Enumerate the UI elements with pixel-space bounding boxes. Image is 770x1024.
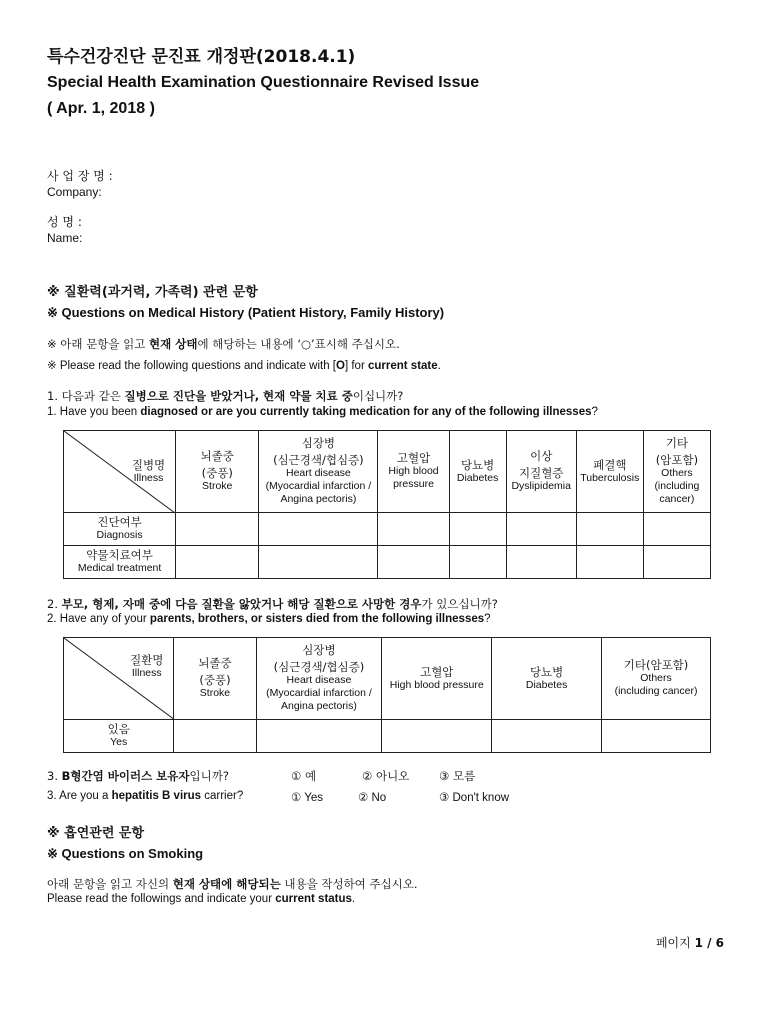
col-en3: Angina pectoris) [281,700,357,712]
q2-corner-ko: 질환명 [130,653,164,667]
col-ko2: (심근경색/협심증) [273,660,365,674]
q2-text-en [47,613,491,625]
col-en2: (Myocardial infarction / [266,687,372,699]
instr-bold: current status [275,893,352,905]
q1-row-treatment [64,546,711,579]
q2-table [63,637,711,753]
title-date: ( Apr. 1, 2018 ) [47,100,155,117]
q1-col-dyslipidemia [506,431,576,513]
row-label [64,513,176,546]
q2-col-heart [256,638,382,720]
q3-line-ko [47,768,727,784]
document-header [47,46,727,120]
col-ko2: (심근경색/협심증) [273,453,364,467]
col-en: Stroke [202,480,233,492]
q2-header-row [64,638,711,720]
q-text: 입니까? [189,769,229,783]
col-en: Tuberculosis [580,471,640,484]
company-label-ko: 사 업 장 명 : [47,169,113,183]
col-ko: 심장병 [301,436,336,450]
q-text: carrier? [201,790,244,802]
answer-cell[interactable] [602,720,711,753]
col-en: Stroke [199,687,231,699]
row-label-en: Yes [110,736,128,748]
q1-text-ko [47,388,403,404]
q-bold: diagnosed or are you currently taking medication for any of the following illnesses [140,406,592,418]
col-ko: 당뇨병 [529,664,564,679]
q1-header-row [64,431,711,513]
instr-text: ] for [344,360,368,372]
instr-text: ※ 아래 문항을 읽고 [47,337,150,351]
section2-instruction-en [47,893,355,905]
q1-col-diabetes [449,431,506,513]
q-text: 가 있으십니까? [421,597,498,611]
row-label-en: Diagnosis [96,529,143,541]
title-english: Special Health Examination Questionnaire Revised Issue [47,74,480,91]
col-en: Diabetes [525,678,568,691]
q3-question-en [47,790,243,802]
q3-option-yes-en[interactable]: ① Yes [291,792,324,804]
col-en: High blood pressure [389,678,484,691]
answer-cell[interactable] [176,546,259,579]
row-label-ko: 진단여부 [97,515,142,529]
col-ko2: (중풍) [201,466,233,480]
col-ko2: (암포함) [655,453,699,467]
q1-corner-cell [64,431,176,513]
q2-text-ko [47,596,498,612]
q1-row-diagnosis [64,513,711,546]
q-text: 2. Have any of your [47,613,150,625]
answer-cell[interactable] [382,720,492,753]
q1-table [63,430,711,579]
q-bold: 부모, 형제, 자매 중에 다음 질환을 앓았거나 해당 질환으로 사망한 경우 [61,597,422,611]
q3-option-no-ko[interactable]: ② 아니오 [362,769,410,783]
q2-row-yes [64,720,711,753]
row-label [64,720,174,753]
name-label-en: Name: [47,231,83,245]
q1-corner-ko: 질병명 [131,458,166,472]
instr-text: Please read the followings and indicate your [47,893,276,905]
answer-cell[interactable] [643,513,710,546]
page-number [656,934,724,951]
q2-col-diabetes [492,638,602,720]
name-label-ko: 성 명 : [47,215,82,229]
q-bold: 질병으로 진단을 받았거나, 현재 약물 치료 중 [124,389,353,403]
col-en3: cancer) [659,493,695,505]
instr-text: . [437,360,441,372]
col-en: Heart disease [286,674,352,686]
title-korean: 특수건강진단 문진표 개정판(2018.4.1) [47,47,356,67]
row-label-en: Medical treatment [77,562,162,574]
q-text: 1. Have you been [47,406,141,418]
answer-cell[interactable] [449,513,506,546]
q3-question-ko [47,768,229,784]
col-ko: 당뇨병 [460,457,495,472]
col-en: Dyslipidemia [511,480,571,492]
q1-col-others [643,431,710,513]
col-ko2: (중풍) [199,673,231,687]
section2-heading-ko: ※ 흡연관련 문항 [47,826,145,841]
q3-option-yes-ko[interactable]: ① 예 [291,769,317,783]
col-ko: 고혈압 [420,664,454,679]
col-en2: pressure [393,478,434,490]
answer-cell[interactable] [643,546,710,579]
q1-text-en [47,406,598,418]
answer-cell[interactable] [576,513,643,546]
col-en: Others [661,467,693,479]
name-field [47,214,82,246]
answer-cell[interactable] [378,513,449,546]
answer-cell[interactable] [576,546,643,579]
row-label [64,546,176,579]
answer-cell[interactable] [449,546,506,579]
col-ko: 이상 [530,449,553,463]
col-en2: (including cancer) [614,685,698,697]
q2-corner-cell [64,638,174,720]
answer-cell[interactable] [174,720,256,753]
q3-option-no-en[interactable]: ② No [358,792,387,804]
instr-text: 에 해당하는 내용에 ‘○’표시해 주십시오. [197,337,400,351]
instr-bold: 현재 상태에 해당되는 [172,877,281,891]
instr-bold: O [336,360,345,372]
col-en2: (Myocardial infarction / [265,480,372,492]
instr-text: 내용을 작성하여 주십시오. [280,877,418,891]
q-text: 3. Are you a [47,790,112,802]
q2-col-hypertension [382,638,492,720]
section1-instruction-en [47,358,441,372]
q2-col-others [602,638,711,720]
col-ko: 기타(암포함) [623,658,689,672]
instr-bold: current state [367,360,438,372]
company-label-en: Company: [47,185,102,199]
section2-heading-en: ※ Questions on Smoking [47,846,204,861]
q-bold: parents, brothers, or sisters died from the following illnesses [149,613,485,625]
col-en: Heart disease [285,467,351,479]
q2-col-stroke [174,638,256,720]
col-en: Others [640,672,672,684]
row-label-ko: 있음 [107,722,130,736]
q-bold: B형간염 바이러스 보유자 [61,769,190,783]
answer-cell[interactable] [506,513,576,546]
q3-option-unknown-en[interactable]: ③ Don't know [439,792,510,804]
answer-cell[interactable] [259,513,378,546]
q2-corner-en: Illness [131,667,162,679]
q-text: 3. [47,769,62,783]
answer-cell[interactable] [259,546,378,579]
q-text: 이십니까? [352,389,404,403]
q-text: ? [484,613,491,625]
q1-col-stroke [176,431,259,513]
section1-instruction-ko [47,336,400,352]
page-num: 1 / 6 [694,936,724,950]
instr-bold: 현재 상태 [149,337,198,351]
q1-corner-en: Illness [133,472,164,484]
answer-cell[interactable] [176,513,259,546]
row-label-ko: 약물치료여부 [86,548,153,562]
q-text: 1. 다음과 같은 [47,389,125,403]
answer-cell[interactable] [378,546,449,579]
col-ko: 고혈압 [396,451,431,465]
q-text: 2. [47,597,62,611]
q1-col-hypertension [378,431,449,513]
section1-heading-en: ※ Questions on Medical History (Patient History, Family History) [47,305,445,320]
q-bold: hepatitis B virus [111,790,202,802]
col-ko: 뇌졸중 [198,656,232,670]
col-en3: Angina pectoris) [280,493,357,505]
answer-cell[interactable] [256,720,382,753]
page-label: 페이지 [655,936,695,950]
q1-col-heart [259,431,378,513]
instr-text: ※ Please read the following questions and indicate with [ [47,360,337,372]
instr-text: 아래 문항을 읽고 자신의 [47,877,173,891]
col-ko: 심장병 [302,643,336,657]
col-ko2: 지질혈증 [518,466,564,480]
q1-col-tuberculosis [576,431,643,513]
q3-option-unknown-ko[interactable]: ③ 모름 [439,769,476,783]
section1-heading-ko: ※ 질환력(과거력, 가족력) 관련 문항 [47,285,258,300]
col-en2: (including [654,480,700,492]
q3-line-en [47,790,727,806]
instr-text: . [351,893,356,905]
section2-instruction-ko [47,876,418,892]
col-en: High blood [388,465,439,477]
col-ko: 폐결핵 [593,457,627,472]
answer-cell[interactable] [492,720,602,753]
answer-cell[interactable] [506,546,576,579]
company-field [47,168,113,200]
col-en: Diabetes [456,471,499,484]
q-text: ? [591,406,598,418]
col-ko: 기타 [665,436,689,450]
col-ko: 뇌졸중 [200,449,234,463]
